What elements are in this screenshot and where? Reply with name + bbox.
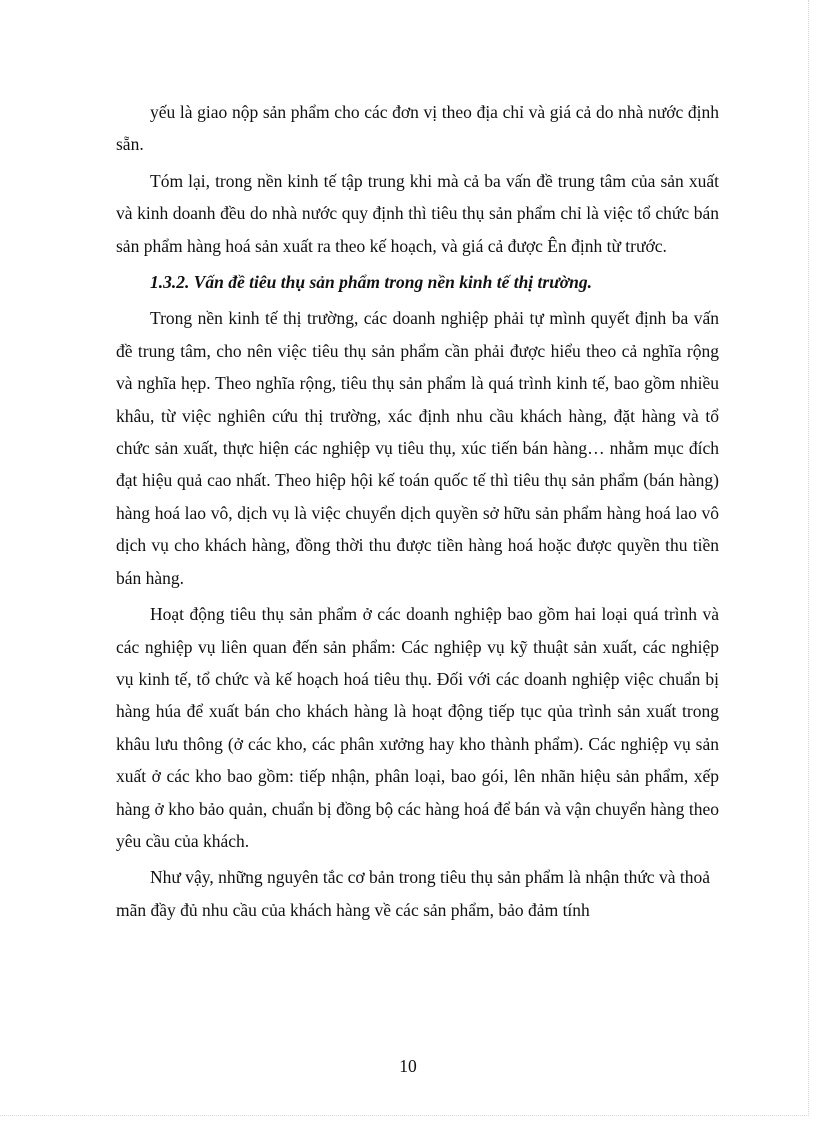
page-number: 10 bbox=[399, 1056, 417, 1076]
document-body bbox=[116, 96, 719, 926]
paragraph-sales-activities: Hoạt động tiêu thụ sản phẩm ở các doanh nghiệp bao gồm hai loại quá trình và các nghiệp vụ liên quan đến sản phẩm: Các nghiệp vụ kỹ thuật sản xuất, các nghiệp vụ kinh tế, tổ chức và kế hoạch hoá tiêu thụ. Đối với các doanh nghiệp việc chuẩn bị hàng húa để xuất bán cho khách hàng là hoạt động tiếp tục qủa trình sản xuất trong khâu lưu thông (ở các kho, các phân xưởng hay kho thành phẩm). Các nghiệp vụ sản xuất ở các kho bao gồm: tiếp nhận, phân loại, bao gói, lên nhãn hiệu sản phẩm, xếp hàng ở kho bảo quản, chuẩn bị đồng bộ các hàng hoá để bán và vận chuyển hàng theo yêu cầu của khách. bbox=[116, 604, 719, 851]
paragraph-principles: Như vậy, những nguyên tắc cơ bản trong tiêu thụ sản phẩm là nhận thức và thoả mãn đầy đủ nhu cầu của khách hàng về các sản phẩm, bảo đảm tính bbox=[116, 867, 710, 920]
section-heading: 1.3.2. Vấn đề tiêu thụ sản phẩm trong nền kinh tế thị trường. bbox=[150, 272, 592, 293]
paragraph-continuation: yếu là giao nộp sản phẩm cho các đơn vị theo địa chỉ và giá cả do nhà nước định sẵn. bbox=[116, 102, 719, 155]
paragraph-market-economy: Trong nền kinh tế thị trường, các doanh nghiệp phải tự mình quyết định ba vấn đề trung tâm, cho nên việc tiêu thụ sản phẩm cần phải được hiểu theo cả nghĩa rộng và nghĩa hẹp. Theo nghĩa rộng, tiêu thụ sản phẩm là quá trình kinh tế, bao gồm nhiều khâu, từ việc nghiên cứu thị trường, xác định nhu cầu khách hàng, đặt hàng và tổ chức sản xuất, thực hiện các nghiệp vụ tiêu thụ, xúc tiến bán hàng… nhằm mục đích đạt hiệu quả cao nhất. Theo hiệp hội kế toán quốc tế thì tiêu thụ sản phẩm (bán hàng) hàng hoá lao vô, dịch vụ là việc chuyển dịch quyền sở hữu sản phẩm hàng hoá lao vô dịch vụ cho khách hàng, đồng thời thu được tiền hàng hoá hoặc được quyền thu tiền bán hàng. bbox=[116, 308, 719, 588]
paragraph-summary: Tóm lại, trong nền kinh tế tập trung khi mà cả ba vấn đề trung tâm của sản xuất và kinh doanh đều do nhà nước quy định thì tiêu thụ sản phẩm chỉ là việc tổ chức bán sản phẩm hàng hoá sản xuất ra theo kế hoạch, và giá cả được Ên định từ trước. bbox=[116, 170, 719, 256]
